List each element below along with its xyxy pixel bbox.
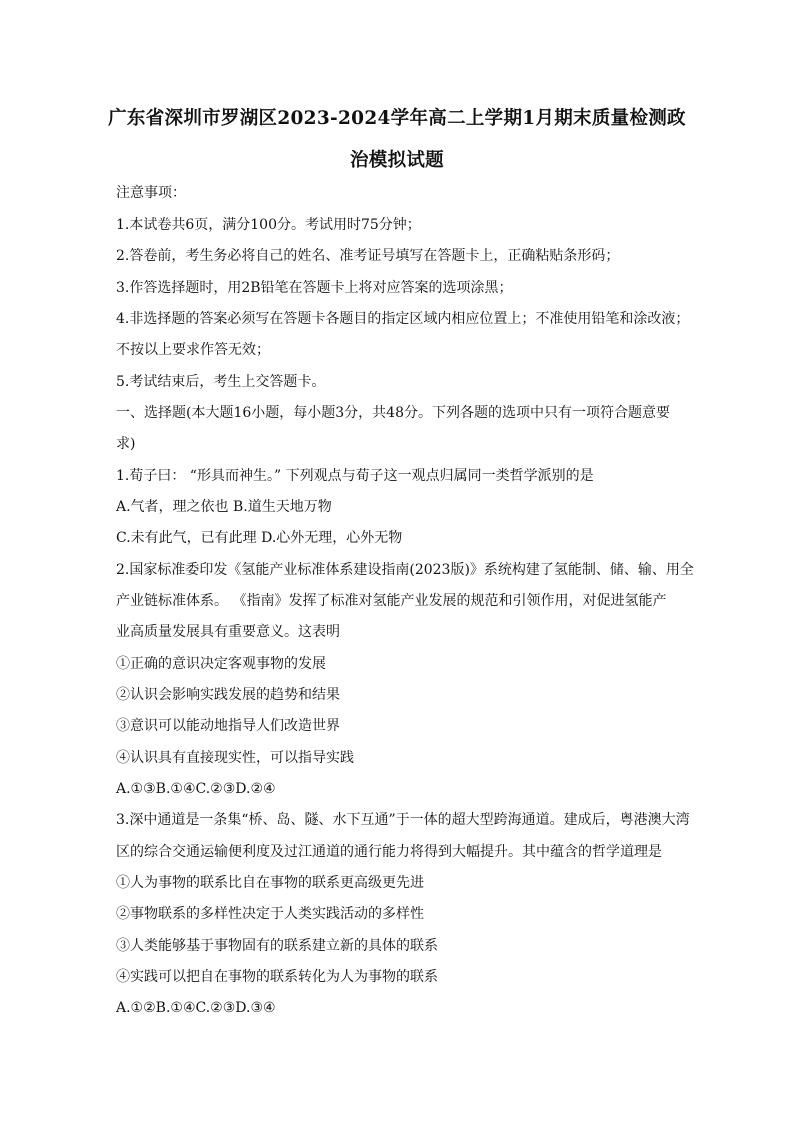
question-3-statement-4: ④实践可以把自在事物的联系转化为人为事物的联系 [116,969,438,985]
question-3-options: A.①②B.①④C.②③D.③④ [116,1000,276,1016]
notice-item-4-line-2: 不按以上要求作答无效； [116,342,270,358]
question-2-statement-1: ①正确的意识决定客观事物的发展 [116,656,326,672]
question-3-statement-2: ②事物联系的多样性决定于人类实践活动的多样性 [116,906,424,922]
section-heading-line-1: 一、选择题(本大题16小题，每小题3分，共48分。下列各题的选项中只有一项符合题意要 [116,405,670,421]
notice-item-3: 3.作答选择题时，用2B铅笔在答题卡上将对应答案的选项涂黑； [116,280,513,296]
question-3-stem-line-2: 区的综合交通运输便利度及过江通道的通行能力将得到大幅提升。其中蕴含的哲学道理是 [116,844,662,860]
question-2-stem-line-1: 2.国家标准委印发《氢能产业标准体系建设指南(2023版)》系统构建了氢能制、储、输、用全 [116,562,694,578]
question-2-stem-line-3: 业高质量发展具有重要意义。这表明 [116,624,340,640]
question-2-statement-2: ②认识会影响实践发展的趋势和结果 [116,687,340,703]
notice-item-4-line-1: 4.非选择题的答案必须写在答题卡各题目的指定区域内相应位置上；不准使用铅笔和涂改液； [116,311,690,327]
question-2-stem-line-2: 产业链标准体系。 《指南》发挥了标准对氢能产业发展的规范和引领作用，对促进氢能产 [116,593,667,609]
question-2-statement-4: ④认识具有直接现实性，可以指导实践 [116,750,354,766]
question-2-options: A.①③B.①④C.②③D.②④ [116,781,276,797]
notice-item-2: 2.答卷前，考生务必将自己的姓名、准考证号填写在答题卡上，正确粘贴条形码； [116,248,620,264]
notice-item-5: 5.考试结束后，考生上交答题卡。 [116,374,326,390]
question-2-statement-3: ③意识可以能动地指导人们改造世界 [116,718,340,734]
question-1-stem: 1.荀子曰： “形具而神生。” 下列观点与荀子这一观点归属同一类哲学派别的是 [116,468,594,484]
notice-item-1: 1.本试卷共6页，满分100分。考试用时75分钟； [116,217,421,233]
notice-heading: 注意事项： [116,185,186,201]
document-title-line-2: 治模拟试题 [349,150,444,171]
question-3-statement-1: ①人为事物的联系比自在事物的联系更高级更先进 [116,875,424,891]
section-heading-line-2: 求) [116,436,136,452]
question-1-options-cd: C.未有此气，已有此理 D.心外无理，心外无物 [116,530,403,546]
question-1-options-ab: A.气者，理之依也 B.道生天地万物 [116,499,332,515]
question-3-statement-3: ③人类能够基于事物固有的联系建立新的具体的联系 [116,938,438,954]
document-title-line-1: 广东省深圳市罗湖区2023-2024学年高二上学期1月期末质量检测政 [108,108,686,129]
question-3-stem-line-1: 3.深中通道是一条集“桥、岛、隧、水下互通”于一体的超大型跨海通道。建成后，粤港澳大湾 [116,812,690,828]
